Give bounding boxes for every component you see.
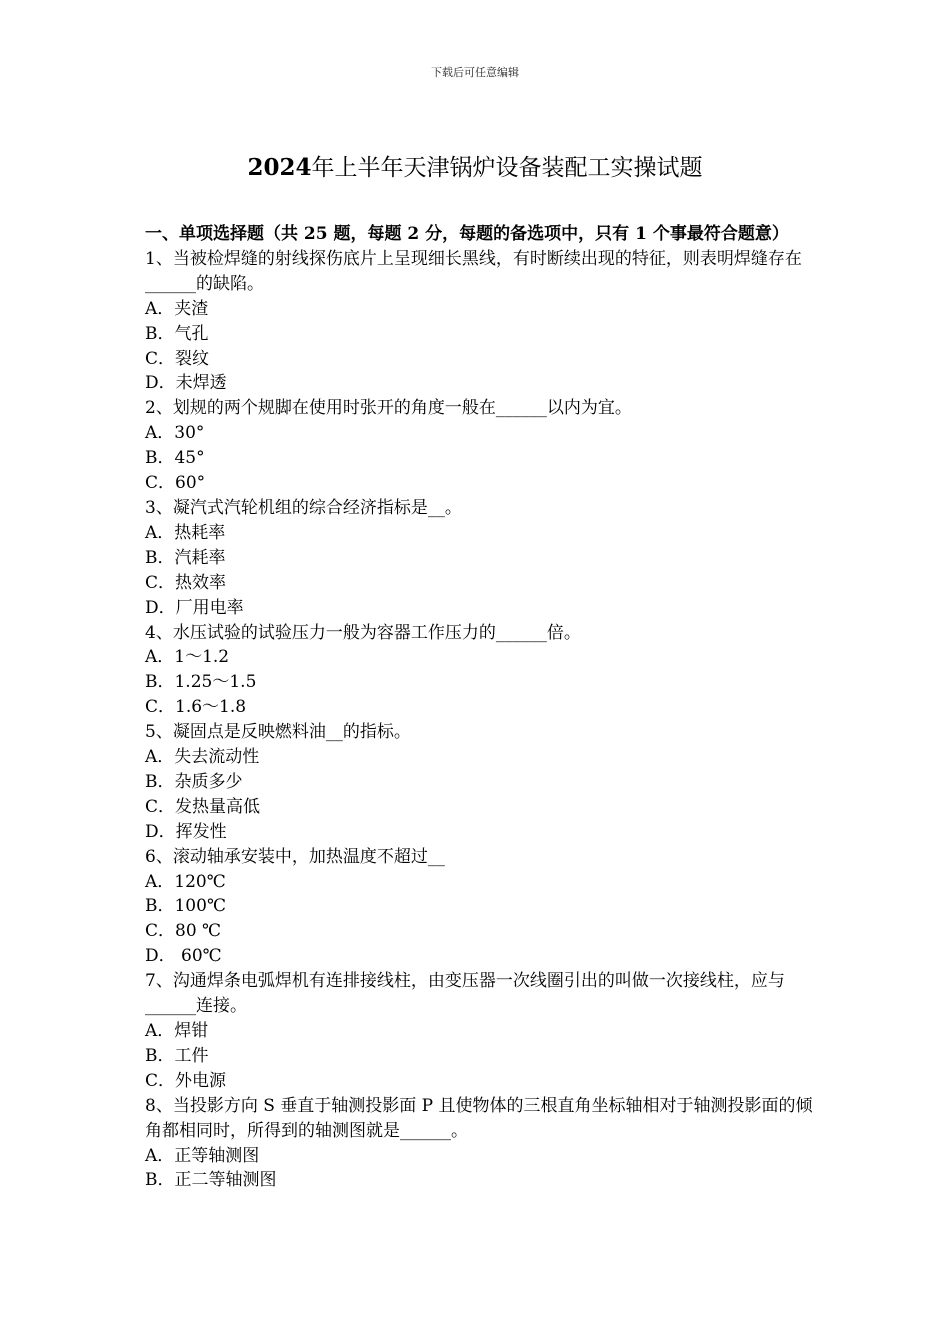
answer-option: B．杂质多少: [145, 771, 243, 792]
answer-option: C．热效率: [145, 572, 227, 593]
answer-option: B．正二等轴测图: [145, 1170, 277, 1191]
question-text: 4、水压试验的试验压力一般为容器工作压力的______倍。: [145, 622, 581, 643]
section-heading: 一、单项选择题（共 25 题，每题 2 分，每题的备选项中，只有 1 个事最符合题意）: [145, 224, 789, 244]
header-note: 下载后可任意编辑: [431, 66, 519, 79]
answer-option: A．夹渣: [145, 298, 209, 319]
answer-option: D．厂用电率: [145, 597, 244, 618]
title-year: 2024: [247, 154, 312, 181]
question-text: 6、滚动轴承安装中，加热温度不超过__: [145, 846, 445, 867]
answer-option: B．100℃: [145, 896, 226, 917]
answer-option: A．正等轴测图: [145, 1145, 260, 1166]
question-text: 1、当被检焊缝的射线探伤底片上呈现细长黑线，有时断续出现的特征，则表明焊缝存在______的缺陷。: [145, 248, 802, 294]
answer-option: D． 60℃: [145, 946, 222, 967]
answer-option: B．工件: [145, 1045, 209, 1066]
question-text: 2、划规的两个规脚在使用时张开的角度一般在______以内为宜。: [145, 398, 632, 419]
answer-option: A．焊钳: [145, 1021, 209, 1041]
answer-option: C．外电源: [145, 1070, 227, 1091]
answer-option: A．1～1.2: [145, 647, 230, 668]
answer-option: A．失去流动性: [145, 747, 260, 768]
answer-option: B．45°: [145, 448, 205, 469]
answer-option: B．气孔: [145, 323, 209, 344]
answer-option: A．30°: [145, 423, 205, 444]
page-title: [0, 152, 950, 184]
answer-option: C．60°: [145, 473, 206, 494]
answer-option: A．120℃: [145, 871, 226, 892]
answer-option: C．1.6～1.8: [145, 697, 247, 718]
answer-option: B．汽耗率: [145, 547, 226, 568]
answer-option: C．80 ℃: [145, 921, 222, 942]
document-body: [145, 222, 823, 1193]
answer-option: C．发热量高低: [145, 796, 261, 817]
answer-option: D．挥发性: [145, 821, 227, 842]
question-text: 7、沟通焊条电弧焊机有连排接线柱，由变压器一次线圈引出的叫做一次接线柱，应与______连接。: [145, 971, 785, 1017]
answer-option: D．未焊透: [145, 373, 227, 394]
question-text: 8、当投影方向 S 垂直于轴测投影面 P 且使物体的三根直角坐标轴相对于轴测投影面的倾角都相同时，所得到的轴测图就是______。: [145, 1095, 813, 1141]
question-list: [145, 247, 823, 1193]
answer-option: C．裂纹: [145, 348, 210, 369]
title-text: 年上半年天津锅炉设备装配工实操试题: [311, 155, 703, 181]
answer-option: B．1.25～1.5: [145, 672, 257, 693]
question-text: 5、凝固点是反映燃料油__的指标。: [145, 722, 411, 743]
question-text: 3、凝汽式汽轮机组的综合经济指标是__。: [145, 497, 462, 518]
answer-option: A．热耗率: [145, 522, 226, 543]
